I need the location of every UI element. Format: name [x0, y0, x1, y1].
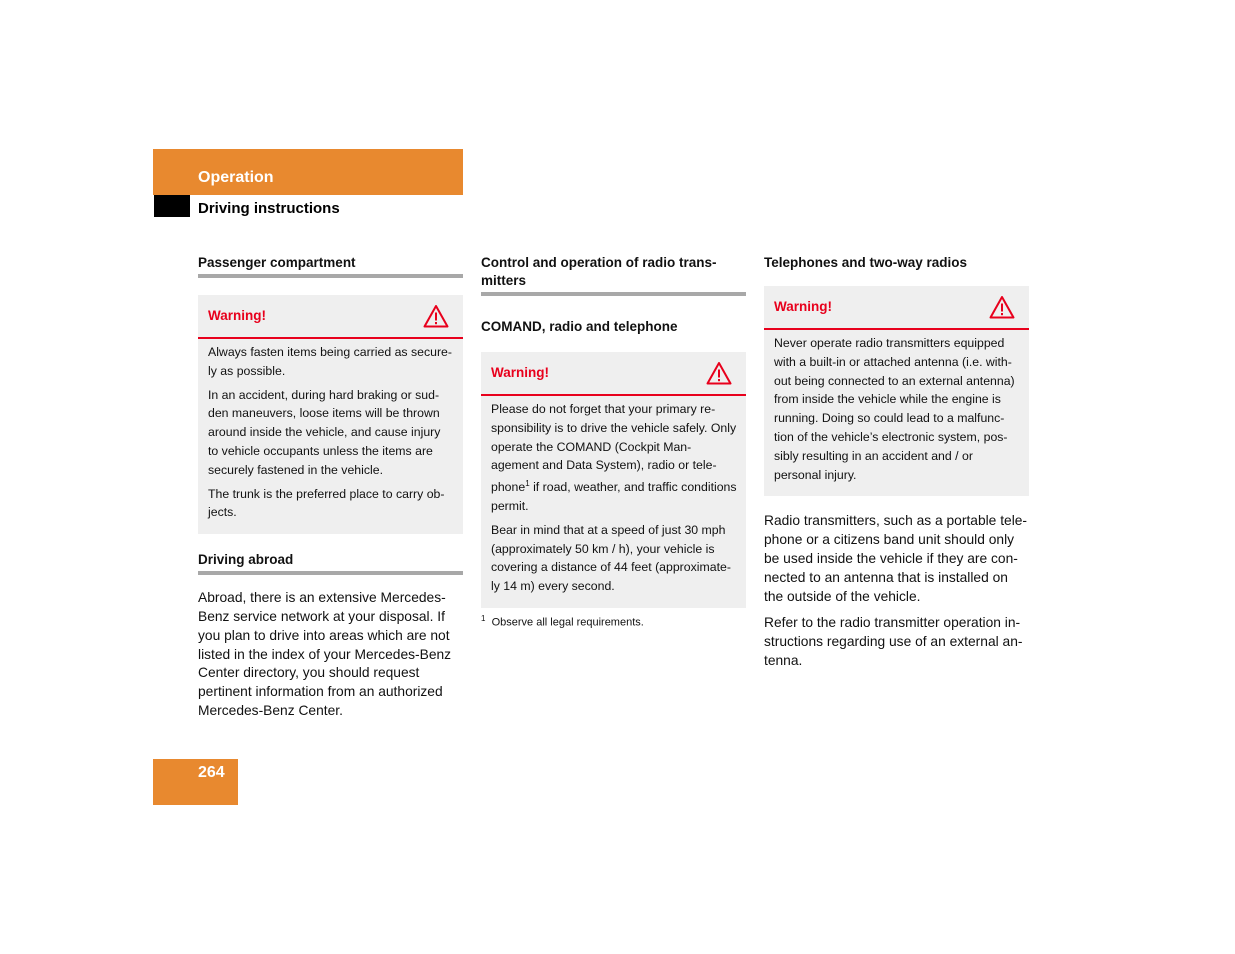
warning-text: Always fasten items being carried as secure-ly as possible. [208, 345, 452, 378]
column-1 [198, 254, 463, 721]
heading-passenger-compartment: Passenger compartment [198, 254, 463, 278]
page-number: 264 [198, 764, 225, 781]
section-marker [154, 195, 190, 217]
body-text: Abroad, there is an extensive Mercedes-Benz service network at your disposal. If you plan to drive into areas which are not listed in the index of your Mercedes-Benz Center directory, you should request pertinent information from an authorized Mercedes-Benz Center. [198, 590, 452, 718]
warning-body [481, 396, 746, 608]
column-2 [481, 254, 746, 630]
warning-header [198, 295, 463, 339]
warning-box [481, 352, 746, 608]
footnote-mark: 1 [481, 614, 486, 624]
warning-triangle-icon [989, 295, 1015, 319]
column-3 [764, 254, 1029, 671]
warning-header [481, 352, 746, 396]
page-number-box [153, 759, 238, 805]
footnote-ref: 1 [525, 479, 530, 489]
warning-text: Never operate radio transmitters equipped with a built-in or attached antenna (i.e. with-out being connected to an external antenna) from inside the vehicle while the engine is running. Doing so could lead to a malfunc-tion of the vehicle’s electronic system, pos-sibly resulting in an accident and / or personal injury. [774, 336, 1015, 482]
warning-label: Warning! [208, 308, 266, 323]
warning-body [764, 330, 1029, 496]
heading-telephones: Telephones and two-way radios [764, 255, 968, 270]
warning-triangle-icon [706, 361, 732, 385]
warning-label: Warning! [491, 365, 549, 380]
warning-box [198, 295, 463, 534]
warning-triangle-icon [423, 304, 449, 328]
warning-text [491, 400, 737, 516]
body-text: Radio transmitters, such as a portable tele-phone or a citizens band unit should only be used inside the vehicle if they are con-nected to an antenna that is installed on the outside of the vehicle. [764, 513, 1028, 604]
footnote [481, 612, 746, 630]
warning-label: Warning! [774, 299, 832, 314]
warning-box [764, 286, 1029, 496]
subsection-title: Driving instructions [198, 200, 340, 217]
warning-text: The trunk is the preferred place to carry ob-jects. [208, 486, 445, 520]
footnote-text: Observe all legal requirements. [491, 616, 644, 629]
body-text: Refer to the radio transmitter operation in-structions regarding use of an external an-tenna. [764, 615, 1023, 668]
section-title: Operation [198, 169, 274, 186]
warning-text: In an accident, during hard braking or sud-den maneuvers, loose items will be thrown around inside the vehicle, and cause injury to vehicle occupants unless the items are securely fastened in the vehicle. [208, 387, 441, 477]
warning-text-part: if road, weather, and traffic conditions permit. [491, 480, 737, 514]
subheading-comand: COMAND, radio and telephone [481, 319, 678, 334]
heading-driving-abroad: Driving abroad [198, 551, 463, 575]
warning-body [198, 339, 463, 534]
warning-text-part: Please do not forget that your primary re-sponsibility is to drive the vehicle safely. Only operate the COMAND (Cockpit Man-agement and Data System), radio or tele-phone [491, 402, 737, 495]
warning-text: Bear in mind that at a speed of just 30 mph (approximately 50 km / h), your vehicle is covering a distance of 44 feet (approximate-ly 14 m) every second. [491, 522, 731, 594]
warning-header [764, 286, 1029, 330]
heading-radio-transmitters: Control and operation of radio trans-mitters [481, 254, 746, 296]
